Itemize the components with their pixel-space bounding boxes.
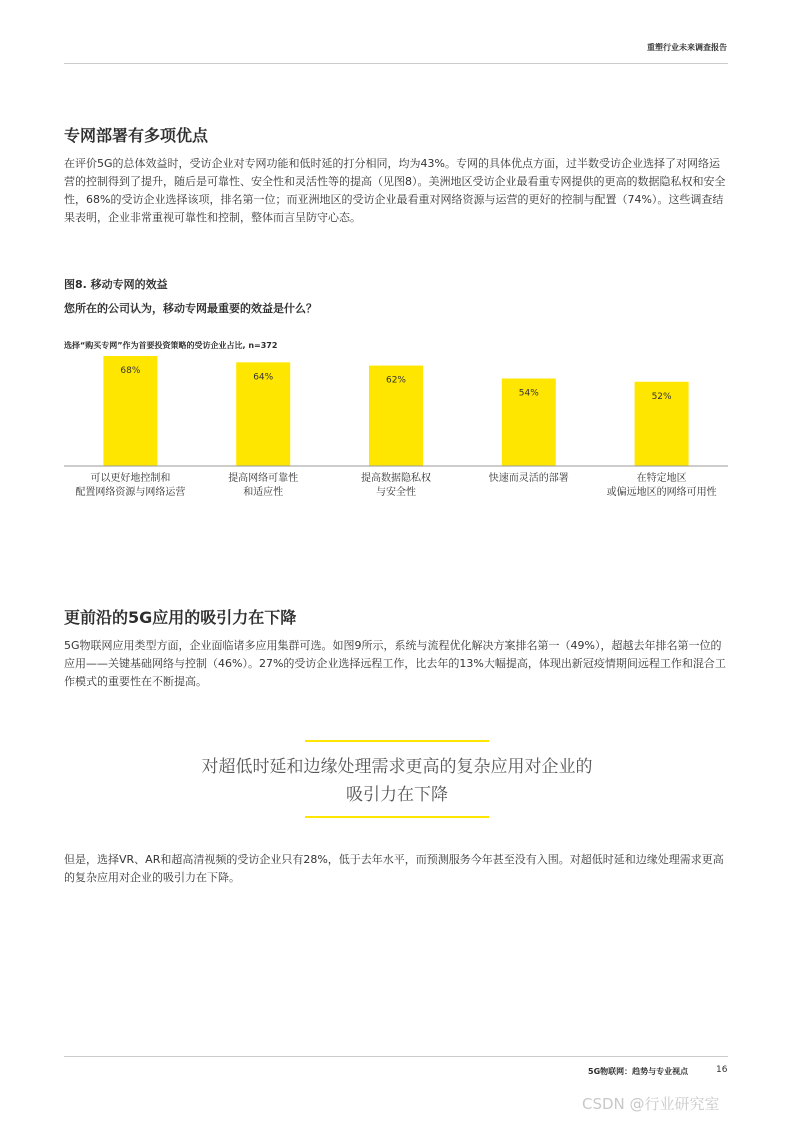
figure-question: 您所在的公司认为，移动专网最重要的效益是什么？ (64, 302, 317, 315)
pullquote (150, 753, 644, 809)
pullquote-bottom-rule (305, 816, 489, 818)
pullquote-line-2: 吸引力在下降 (346, 785, 448, 805)
footer-divider (64, 1056, 728, 1057)
bar-value-label-1: 68% (120, 365, 141, 376)
bar-value-label-2: 64% (253, 372, 274, 383)
bar-chart (64, 356, 728, 506)
bar-value-label-4: 54% (518, 388, 539, 399)
page-number: 16 (716, 1065, 728, 1075)
category-label-3: 提高数据隐私权与安全性 (361, 473, 431, 498)
bar-value-label-5: 52% (651, 391, 672, 402)
category-label-2: 提高网络可靠性和适应性 (228, 473, 299, 498)
section-heading-5g-apps: 更前沿的5G应用的吸引力在下降 (64, 608, 297, 627)
footer-title: 5G物联网：趋势与专业视点 (588, 1067, 689, 1076)
category-label-1: 可以更好地控制和配置网络资源与网络运营 (75, 473, 186, 498)
category-label-5: 在特定地区或偏远地区的网络可用性 (606, 473, 717, 498)
category-label-4: 快速而灵活的部署 (488, 473, 569, 484)
chart-bars (103, 356, 688, 466)
pullquote-top-rule (305, 740, 489, 742)
running-header: 重塑行业未来调查报告 (647, 43, 727, 52)
header-divider (64, 63, 728, 64)
figure-label: 图8. 移动专网的效益 (64, 278, 168, 291)
chart-category-labels (75, 471, 716, 498)
section-paragraph-5g-apps: 5G物联网应用类型方面，企业面临诸多应用集群可选。如图9所示，系统与流程优化解决方案排名第一（49%），超越去年排名第一位的应用——关键基础网络与控制（46%）。27%的受访企业选择远程工作，比去年的13%大幅提高，体现出新冠疫情期间远程工作和混合工作模式的重要性在不断提高。 (64, 639, 726, 688)
chart-subtitle: 选择“购买专网”作为首要投资策略的受访企业占比, n=372 (64, 341, 278, 350)
section-paragraph-vr-ar: 但是，选择VR、AR和超高清视频的受访企业只有28%，低于去年水平，而预测服务今年甚至没有入围。对超低时延和边缘处理需求更高的复杂应用对企业的吸引力在下降。 (64, 853, 724, 884)
bar-value-label-3: 62% (385, 375, 407, 386)
watermark-text: CSDN @行业研究室 (582, 1095, 720, 1113)
section-heading-private-network: 专网部署有多项优点 (64, 126, 209, 145)
section-paragraph-private-network: 在评价5G的总体效益时，受访企业对专网功能和低时延的打分相同，均为43%。专网的具体优点方面，过半数受访企业选择了对网络运营的控制得到了提升，随后是可靠性、安全性和灵活性等的提高（见图8）。美洲地区受访企业最看重专网提供的更高的数据隐私权和安全性，68%的受访企业选择该项，排名第一位；而亚洲地区的受访企业最看重对网络资源与运营的更好的控制与配置（74%）。这些调查结果表明，企业非常重视可靠性和控制，整体而言呈防守心态。 (64, 157, 726, 224)
pullquote-line-1: 对超低时延和边缘处理需求更高的复杂应用对企业的 (201, 757, 593, 777)
